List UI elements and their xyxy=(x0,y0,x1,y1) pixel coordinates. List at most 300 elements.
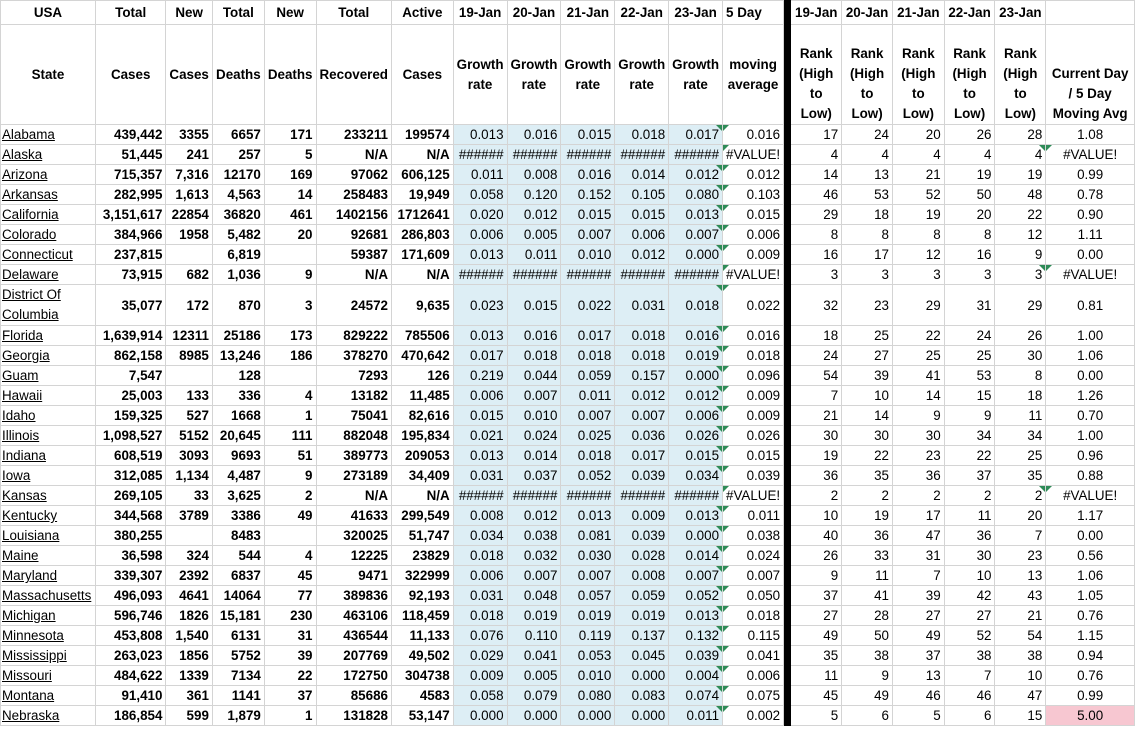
state-link[interactable]: District Of Columbia xyxy=(1,285,96,326)
growth-rate-cell[interactable]: 0.017 xyxy=(453,346,507,366)
header-cell[interactable]: 20-Jan xyxy=(842,1,893,25)
state-link[interactable]: Connecticut xyxy=(1,245,96,265)
rank-cell[interactable]: 27 xyxy=(842,346,893,366)
moving-average-cell[interactable]: 0.115 xyxy=(723,626,784,646)
header-cell[interactable]: New xyxy=(166,1,212,25)
growth-rate-cell[interactable]: ###### xyxy=(561,145,615,165)
growth-rate-cell[interactable]: 0.000 xyxy=(669,245,723,265)
growth-rate-cell[interactable]: 0.019 xyxy=(561,606,615,626)
ratio-cell[interactable]: 1.08 xyxy=(1046,125,1135,145)
rank-cell[interactable]: 46 xyxy=(944,686,995,706)
rank-cell[interactable]: 37 xyxy=(892,646,944,666)
data-cell[interactable]: 829222 xyxy=(316,326,391,346)
state-link[interactable]: Arkansas xyxy=(1,185,96,205)
data-cell[interactable]: 496,093 xyxy=(95,586,166,606)
data-cell[interactable]: 4 xyxy=(264,386,316,406)
state-link[interactable]: Michigan xyxy=(1,606,96,626)
data-cell[interactable] xyxy=(264,366,316,386)
data-cell[interactable]: 25186 xyxy=(212,326,264,346)
growth-rate-cell[interactable]: 0.011 xyxy=(669,706,723,726)
data-cell[interactable]: 118,459 xyxy=(391,606,453,626)
data-cell[interactable]: 1,540 xyxy=(166,626,212,646)
data-cell[interactable]: 378270 xyxy=(316,346,391,366)
state-link[interactable]: Montana xyxy=(1,686,96,706)
growth-rate-cell[interactable]: 0.000 xyxy=(615,706,669,726)
data-cell[interactable]: 49 xyxy=(264,506,316,526)
growth-rate-cell[interactable]: 0.018 xyxy=(615,346,669,366)
data-cell[interactable]: 49,502 xyxy=(391,646,453,666)
ratio-cell[interactable]: 1.06 xyxy=(1046,346,1135,366)
rank-cell[interactable]: 20 xyxy=(995,506,1046,526)
rank-cell[interactable]: 53 xyxy=(944,366,995,386)
ratio-cell[interactable]: 0.81 xyxy=(1046,285,1135,326)
rank-cell[interactable]: 25 xyxy=(842,326,893,346)
data-cell[interactable]: 599 xyxy=(166,706,212,726)
rank-cell[interactable]: 54 xyxy=(791,366,842,386)
growth-rate-cell[interactable]: 0.012 xyxy=(615,245,669,265)
data-cell[interactable]: 1,639,914 xyxy=(95,326,166,346)
rank-cell[interactable]: 22 xyxy=(892,326,944,346)
data-cell[interactable]: 9,635 xyxy=(391,285,453,326)
growth-rate-cell[interactable]: 0.000 xyxy=(669,366,723,386)
data-cell[interactable]: 51,445 xyxy=(95,145,166,165)
data-cell[interactable]: 20 xyxy=(264,225,316,245)
growth-rate-cell[interactable]: 0.039 xyxy=(615,526,669,546)
growth-rate-cell[interactable]: ###### xyxy=(507,145,561,165)
data-cell[interactable]: 1958 xyxy=(166,225,212,245)
growth-rate-cell[interactable]: 0.008 xyxy=(453,506,507,526)
rank-cell[interactable]: 22 xyxy=(944,446,995,466)
growth-rate-cell[interactable]: 0.011 xyxy=(561,386,615,406)
data-cell[interactable]: N/A xyxy=(391,265,453,285)
rank-cell[interactable]: 25 xyxy=(944,346,995,366)
data-cell[interactable]: 470,642 xyxy=(391,346,453,366)
header-cell[interactable]: 19-Jan xyxy=(791,1,842,25)
rank-cell[interactable]: 8 xyxy=(842,225,893,245)
header-cell[interactable]: Total xyxy=(95,1,166,25)
data-cell[interactable]: 461 xyxy=(264,205,316,225)
data-cell[interactable]: 82,616 xyxy=(391,406,453,426)
rank-cell[interactable]: 19 xyxy=(944,165,995,185)
data-cell[interactable]: 1,134 xyxy=(166,466,212,486)
growth-rate-cell[interactable]: 0.028 xyxy=(615,546,669,566)
header-cell[interactable]: 23-Jan xyxy=(995,1,1046,25)
moving-average-cell[interactable]: 0.006 xyxy=(723,666,784,686)
data-cell[interactable]: 1668 xyxy=(212,406,264,426)
data-cell[interactable]: 77 xyxy=(264,586,316,606)
data-cell[interactable]: 870 xyxy=(212,285,264,326)
data-cell[interactable]: 361 xyxy=(166,686,212,706)
growth-rate-cell[interactable]: 0.015 xyxy=(507,285,561,326)
growth-rate-cell[interactable]: 0.011 xyxy=(507,245,561,265)
growth-rate-cell[interactable]: 0.007 xyxy=(507,386,561,406)
data-cell[interactable]: 3386 xyxy=(212,506,264,526)
data-cell[interactable]: 9693 xyxy=(212,446,264,466)
data-cell[interactable]: N/A xyxy=(391,145,453,165)
header-cell[interactable]: 22-Jan xyxy=(615,1,669,25)
data-cell[interactable]: 1402156 xyxy=(316,205,391,225)
growth-rate-cell[interactable]: 0.219 xyxy=(453,366,507,386)
growth-rate-cell[interactable]: 0.025 xyxy=(561,426,615,446)
growth-rate-cell[interactable]: 0.007 xyxy=(669,225,723,245)
growth-rate-cell[interactable]: 0.019 xyxy=(615,606,669,626)
ratio-cell[interactable]: 0.76 xyxy=(1046,606,1135,626)
header-cell[interactable]: Cases xyxy=(95,25,166,125)
growth-rate-cell[interactable]: 0.006 xyxy=(453,225,507,245)
state-link[interactable]: California xyxy=(1,205,96,225)
moving-average-cell[interactable]: 0.018 xyxy=(723,346,784,366)
data-cell[interactable]: 862,158 xyxy=(95,346,166,366)
data-cell[interactable]: 4,563 xyxy=(212,185,264,205)
growth-rate-cell[interactable]: 0.012 xyxy=(669,165,723,185)
data-cell[interactable]: 453,808 xyxy=(95,626,166,646)
rank-cell[interactable]: 20 xyxy=(944,205,995,225)
ratio-cell[interactable]: 0.00 xyxy=(1046,245,1135,265)
data-cell[interactable]: 439,442 xyxy=(95,125,166,145)
data-cell[interactable]: N/A xyxy=(391,486,453,506)
data-cell[interactable]: 173 xyxy=(264,326,316,346)
growth-rate-cell[interactable]: 0.012 xyxy=(669,386,723,406)
rank-cell[interactable]: 21 xyxy=(791,406,842,426)
growth-rate-cell[interactable]: 0.031 xyxy=(615,285,669,326)
growth-rate-cell[interactable]: ###### xyxy=(615,486,669,506)
rank-cell[interactable]: 28 xyxy=(842,606,893,626)
growth-rate-cell[interactable]: 0.007 xyxy=(561,566,615,586)
data-cell[interactable]: 171 xyxy=(264,125,316,145)
growth-rate-cell[interactable]: 0.079 xyxy=(507,686,561,706)
ratio-cell[interactable]: 0.56 xyxy=(1046,546,1135,566)
ratio-cell[interactable]: 1.05 xyxy=(1046,586,1135,606)
ratio-cell[interactable]: 1.00 xyxy=(1046,326,1135,346)
rank-cell[interactable]: 2 xyxy=(944,486,995,506)
data-cell[interactable]: 9 xyxy=(264,265,316,285)
ratio-cell[interactable]: 0.70 xyxy=(1046,406,1135,426)
rank-cell[interactable]: 18 xyxy=(995,386,1046,406)
data-cell[interactable]: 59387 xyxy=(316,245,391,265)
growth-rate-cell[interactable]: 0.105 xyxy=(615,185,669,205)
rank-cell[interactable]: 2 xyxy=(791,486,842,506)
rank-cell[interactable]: 39 xyxy=(842,366,893,386)
growth-rate-cell[interactable]: 0.031 xyxy=(453,586,507,606)
rank-cell[interactable]: 16 xyxy=(944,245,995,265)
growth-rate-cell[interactable]: 0.016 xyxy=(507,125,561,145)
growth-rate-cell[interactable]: 0.032 xyxy=(507,546,561,566)
rank-cell[interactable]: 37 xyxy=(791,586,842,606)
rank-cell[interactable]: 5 xyxy=(892,706,944,726)
rank-cell[interactable]: 9 xyxy=(791,566,842,586)
data-cell[interactable]: 172750 xyxy=(316,666,391,686)
growth-rate-cell[interactable]: 0.006 xyxy=(453,566,507,586)
data-cell[interactable]: 596,746 xyxy=(95,606,166,626)
data-cell[interactable]: 6837 xyxy=(212,566,264,586)
growth-rate-cell[interactable]: 0.152 xyxy=(561,185,615,205)
growth-rate-cell[interactable]: 0.013 xyxy=(669,506,723,526)
state-link[interactable]: Iowa xyxy=(1,466,96,486)
rank-cell[interactable]: 49 xyxy=(892,626,944,646)
rank-cell[interactable]: 41 xyxy=(842,586,893,606)
header-cell[interactable]: Total xyxy=(316,1,391,25)
rank-cell[interactable]: 47 xyxy=(892,526,944,546)
rank-cell[interactable]: 18 xyxy=(842,205,893,225)
rank-cell[interactable]: 8 xyxy=(944,225,995,245)
data-cell[interactable]: 36820 xyxy=(212,205,264,225)
data-cell[interactable]: 33 xyxy=(166,486,212,506)
data-cell[interactable]: 131828 xyxy=(316,706,391,726)
rank-cell[interactable]: 7 xyxy=(892,566,944,586)
rank-cell[interactable]: 15 xyxy=(944,386,995,406)
growth-rate-cell[interactable]: 0.015 xyxy=(453,406,507,426)
moving-average-cell[interactable]: 0.022 xyxy=(723,285,784,326)
ratio-cell[interactable]: 1.00 xyxy=(1046,426,1135,446)
data-cell[interactable]: 20,645 xyxy=(212,426,264,446)
state-link[interactable]: Arizona xyxy=(1,165,96,185)
rank-cell[interactable]: 37 xyxy=(944,466,995,486)
data-cell[interactable]: 92681 xyxy=(316,225,391,245)
rank-cell[interactable]: 25 xyxy=(892,346,944,366)
growth-rate-cell[interactable]: 0.018 xyxy=(669,285,723,326)
data-cell[interactable]: 436544 xyxy=(316,626,391,646)
rank-cell[interactable]: 21 xyxy=(995,606,1046,626)
data-cell[interactable]: 11,485 xyxy=(391,386,453,406)
state-link[interactable]: Hawaii xyxy=(1,386,96,406)
header-cell[interactable]: 20-Jan xyxy=(507,1,561,25)
data-cell[interactable]: 51 xyxy=(264,446,316,466)
data-cell[interactable]: 3355 xyxy=(166,125,212,145)
ratio-cell[interactable]: 1.26 xyxy=(1046,386,1135,406)
rank-cell[interactable]: 6 xyxy=(944,706,995,726)
data-cell[interactable]: 463106 xyxy=(316,606,391,626)
growth-rate-cell[interactable]: 0.058 xyxy=(453,686,507,706)
data-cell[interactable]: 5 xyxy=(264,145,316,165)
rank-cell[interactable]: 15 xyxy=(995,706,1046,726)
state-link[interactable]: Alabama xyxy=(1,125,96,145)
rank-cell[interactable]: 10 xyxy=(791,506,842,526)
moving-average-cell[interactable]: 0.015 xyxy=(723,205,784,225)
rank-cell[interactable]: 20 xyxy=(892,125,944,145)
growth-rate-cell[interactable]: 0.083 xyxy=(615,686,669,706)
growth-rate-cell[interactable]: 0.014 xyxy=(669,546,723,566)
growth-rate-cell[interactable]: 0.020 xyxy=(453,205,507,225)
data-cell[interactable]: 339,307 xyxy=(95,566,166,586)
state-link[interactable]: Missouri xyxy=(1,666,96,686)
rank-cell[interactable]: 30 xyxy=(995,346,1046,366)
data-cell[interactable]: 25,003 xyxy=(95,386,166,406)
state-link[interactable]: Delaware xyxy=(1,265,96,285)
rank-cell[interactable]: 47 xyxy=(995,686,1046,706)
rank-cell[interactable]: 31 xyxy=(944,285,995,326)
rank-cell[interactable]: 35 xyxy=(791,646,842,666)
moving-average-cell[interactable]: 0.016 xyxy=(723,125,784,145)
growth-rate-cell[interactable]: 0.013 xyxy=(669,205,723,225)
rank-cell[interactable]: 36 xyxy=(791,466,842,486)
state-link[interactable]: Florida xyxy=(1,326,96,346)
state-link[interactable]: Kentucky xyxy=(1,506,96,526)
rank-cell[interactable]: 7 xyxy=(944,666,995,686)
rank-cell[interactable]: 36 xyxy=(842,526,893,546)
state-link[interactable]: Idaho xyxy=(1,406,96,426)
growth-rate-cell[interactable]: 0.014 xyxy=(615,165,669,185)
growth-rate-cell[interactable]: 0.080 xyxy=(561,686,615,706)
ratio-cell[interactable]: 0.88 xyxy=(1046,466,1135,486)
data-cell[interactable] xyxy=(166,245,212,265)
growth-rate-cell[interactable]: 0.034 xyxy=(453,526,507,546)
rank-cell[interactable]: 52 xyxy=(944,626,995,646)
growth-rate-cell[interactable]: ###### xyxy=(669,486,723,506)
growth-rate-cell[interactable]: 0.059 xyxy=(615,586,669,606)
header-cell[interactable]: State xyxy=(1,25,96,125)
data-cell[interactable]: 4,487 xyxy=(212,466,264,486)
rank-cell[interactable]: 49 xyxy=(842,686,893,706)
data-cell[interactable]: 1,879 xyxy=(212,706,264,726)
rank-cell[interactable]: 29 xyxy=(791,205,842,225)
rank-cell[interactable]: 22 xyxy=(842,446,893,466)
header-cell[interactable]: Current Day / 5 Day Moving Avg xyxy=(1046,25,1135,125)
growth-rate-cell[interactable]: 0.013 xyxy=(453,446,507,466)
rank-cell[interactable]: 18 xyxy=(791,326,842,346)
data-cell[interactable]: 7,547 xyxy=(95,366,166,386)
header-cell[interactable]: Growth rate xyxy=(561,25,615,125)
data-cell[interactable]: 484,622 xyxy=(95,666,166,686)
rank-cell[interactable]: 26 xyxy=(944,125,995,145)
rank-cell[interactable]: 54 xyxy=(995,626,1046,646)
data-cell[interactable]: 5152 xyxy=(166,426,212,446)
moving-average-cell[interactable]: 0.016 xyxy=(723,326,784,346)
header-cell[interactable]: Deaths xyxy=(212,25,264,125)
rank-cell[interactable]: 2 xyxy=(842,486,893,506)
rank-cell[interactable]: 4 xyxy=(842,145,893,165)
data-cell[interactable]: 85686 xyxy=(316,686,391,706)
growth-rate-cell[interactable]: ###### xyxy=(507,486,561,506)
growth-rate-cell[interactable]: 0.030 xyxy=(561,546,615,566)
rank-cell[interactable]: 9 xyxy=(892,406,944,426)
data-cell[interactable]: 1856 xyxy=(166,646,212,666)
ratio-cell[interactable]: 1.15 xyxy=(1046,626,1135,646)
rank-cell[interactable]: 13 xyxy=(892,666,944,686)
data-cell[interactable]: 606,125 xyxy=(391,165,453,185)
moving-average-cell[interactable]: #VALUE! xyxy=(723,486,784,506)
header-cell[interactable]: Growth rate xyxy=(669,25,723,125)
data-cell[interactable]: 36,598 xyxy=(95,546,166,566)
growth-rate-cell[interactable]: 0.019 xyxy=(507,606,561,626)
growth-rate-cell[interactable]: 0.018 xyxy=(615,326,669,346)
state-link[interactable]: Mississippi xyxy=(1,646,96,666)
growth-rate-cell[interactable]: 0.019 xyxy=(669,346,723,366)
data-cell[interactable]: 286,803 xyxy=(391,225,453,245)
rank-cell[interactable]: 3 xyxy=(842,265,893,285)
growth-rate-cell[interactable]: 0.057 xyxy=(561,586,615,606)
data-cell[interactable]: 39 xyxy=(264,646,316,666)
header-cell[interactable] xyxy=(784,25,791,125)
growth-rate-cell[interactable]: 0.039 xyxy=(615,466,669,486)
rank-cell[interactable]: 28 xyxy=(995,125,1046,145)
growth-rate-cell[interactable]: 0.031 xyxy=(453,466,507,486)
rank-cell[interactable]: 34 xyxy=(995,426,1046,446)
growth-rate-cell[interactable]: 0.017 xyxy=(669,125,723,145)
rank-cell[interactable]: 13 xyxy=(842,165,893,185)
data-cell[interactable]: 6131 xyxy=(212,626,264,646)
data-cell[interactable]: 3,151,617 xyxy=(95,205,166,225)
data-cell[interactable]: 126 xyxy=(391,366,453,386)
data-cell[interactable]: 320025 xyxy=(316,526,391,546)
growth-rate-cell[interactable]: 0.006 xyxy=(453,386,507,406)
ratio-cell[interactable]: 0.99 xyxy=(1046,165,1135,185)
header-cell[interactable] xyxy=(1046,1,1135,25)
growth-rate-cell[interactable]: 0.007 xyxy=(507,566,561,586)
data-cell[interactable]: 199574 xyxy=(391,125,453,145)
data-cell[interactable]: N/A xyxy=(316,265,391,285)
rank-cell[interactable]: 26 xyxy=(791,546,842,566)
header-cell[interactable]: Total xyxy=(212,1,264,25)
growth-rate-cell[interactable]: 0.052 xyxy=(561,466,615,486)
data-cell[interactable]: 12170 xyxy=(212,165,264,185)
ratio-cell[interactable]: 0.94 xyxy=(1046,646,1135,666)
moving-average-cell[interactable]: #VALUE! xyxy=(723,145,784,165)
growth-rate-cell[interactable]: 0.022 xyxy=(561,285,615,326)
growth-rate-cell[interactable]: 0.018 xyxy=(615,125,669,145)
state-link[interactable]: Indiana xyxy=(1,446,96,466)
header-cell[interactable]: Growth rate xyxy=(453,25,507,125)
ratio-cell[interactable]: 1.17 xyxy=(1046,506,1135,526)
growth-rate-cell[interactable]: 0.018 xyxy=(561,446,615,466)
moving-average-cell[interactable]: 0.038 xyxy=(723,526,784,546)
data-cell[interactable]: 237,815 xyxy=(95,245,166,265)
ratio-cell[interactable]: 0.76 xyxy=(1046,666,1135,686)
growth-rate-cell[interactable]: 0.021 xyxy=(453,426,507,446)
growth-rate-cell[interactable]: 0.137 xyxy=(615,626,669,646)
rank-cell[interactable]: 8 xyxy=(791,225,842,245)
data-cell[interactable]: 19,949 xyxy=(391,185,453,205)
rank-cell[interactable]: 13 xyxy=(995,566,1046,586)
data-cell[interactable]: 1,613 xyxy=(166,185,212,205)
growth-rate-cell[interactable]: 0.044 xyxy=(507,366,561,386)
data-cell[interactable]: 257 xyxy=(212,145,264,165)
rank-cell[interactable]: 23 xyxy=(892,446,944,466)
rank-cell[interactable]: 53 xyxy=(842,185,893,205)
rank-cell[interactable]: 9 xyxy=(842,666,893,686)
data-cell[interactable]: 715,357 xyxy=(95,165,166,185)
rank-cell[interactable]: 16 xyxy=(791,245,842,265)
moving-average-cell[interactable]: 0.096 xyxy=(723,366,784,386)
growth-rate-cell[interactable]: 0.018 xyxy=(561,346,615,366)
data-cell[interactable]: 8985 xyxy=(166,346,212,366)
rank-cell[interactable]: 4 xyxy=(892,145,944,165)
growth-rate-cell[interactable]: 0.012 xyxy=(507,205,561,225)
rank-cell[interactable]: 7 xyxy=(995,526,1046,546)
data-cell[interactable]: 1,098,527 xyxy=(95,426,166,446)
growth-rate-cell[interactable]: 0.016 xyxy=(507,326,561,346)
rank-cell[interactable]: 25 xyxy=(995,446,1046,466)
rank-cell[interactable]: 31 xyxy=(892,546,944,566)
header-cell[interactable]: USA xyxy=(1,1,96,25)
growth-rate-cell[interactable]: 0.015 xyxy=(669,446,723,466)
data-cell[interactable]: 8483 xyxy=(212,526,264,546)
data-cell[interactable]: 15,181 xyxy=(212,606,264,626)
data-cell[interactable]: 13182 xyxy=(316,386,391,406)
rank-cell[interactable]: 23 xyxy=(842,285,893,326)
header-cell[interactable]: New xyxy=(264,1,316,25)
growth-rate-cell[interactable]: 0.007 xyxy=(615,406,669,426)
data-cell[interactable]: 14 xyxy=(264,185,316,205)
data-cell[interactable]: 92,193 xyxy=(391,586,453,606)
header-cell[interactable]: 21-Jan xyxy=(892,1,944,25)
rank-cell[interactable]: 35 xyxy=(842,466,893,486)
growth-rate-cell[interactable]: 0.000 xyxy=(615,666,669,686)
growth-rate-cell[interactable]: 0.074 xyxy=(669,686,723,706)
rank-cell[interactable]: 38 xyxy=(842,646,893,666)
rank-cell[interactable]: 11 xyxy=(995,406,1046,426)
moving-average-cell[interactable]: 0.009 xyxy=(723,386,784,406)
growth-rate-cell[interactable]: 0.013 xyxy=(453,326,507,346)
